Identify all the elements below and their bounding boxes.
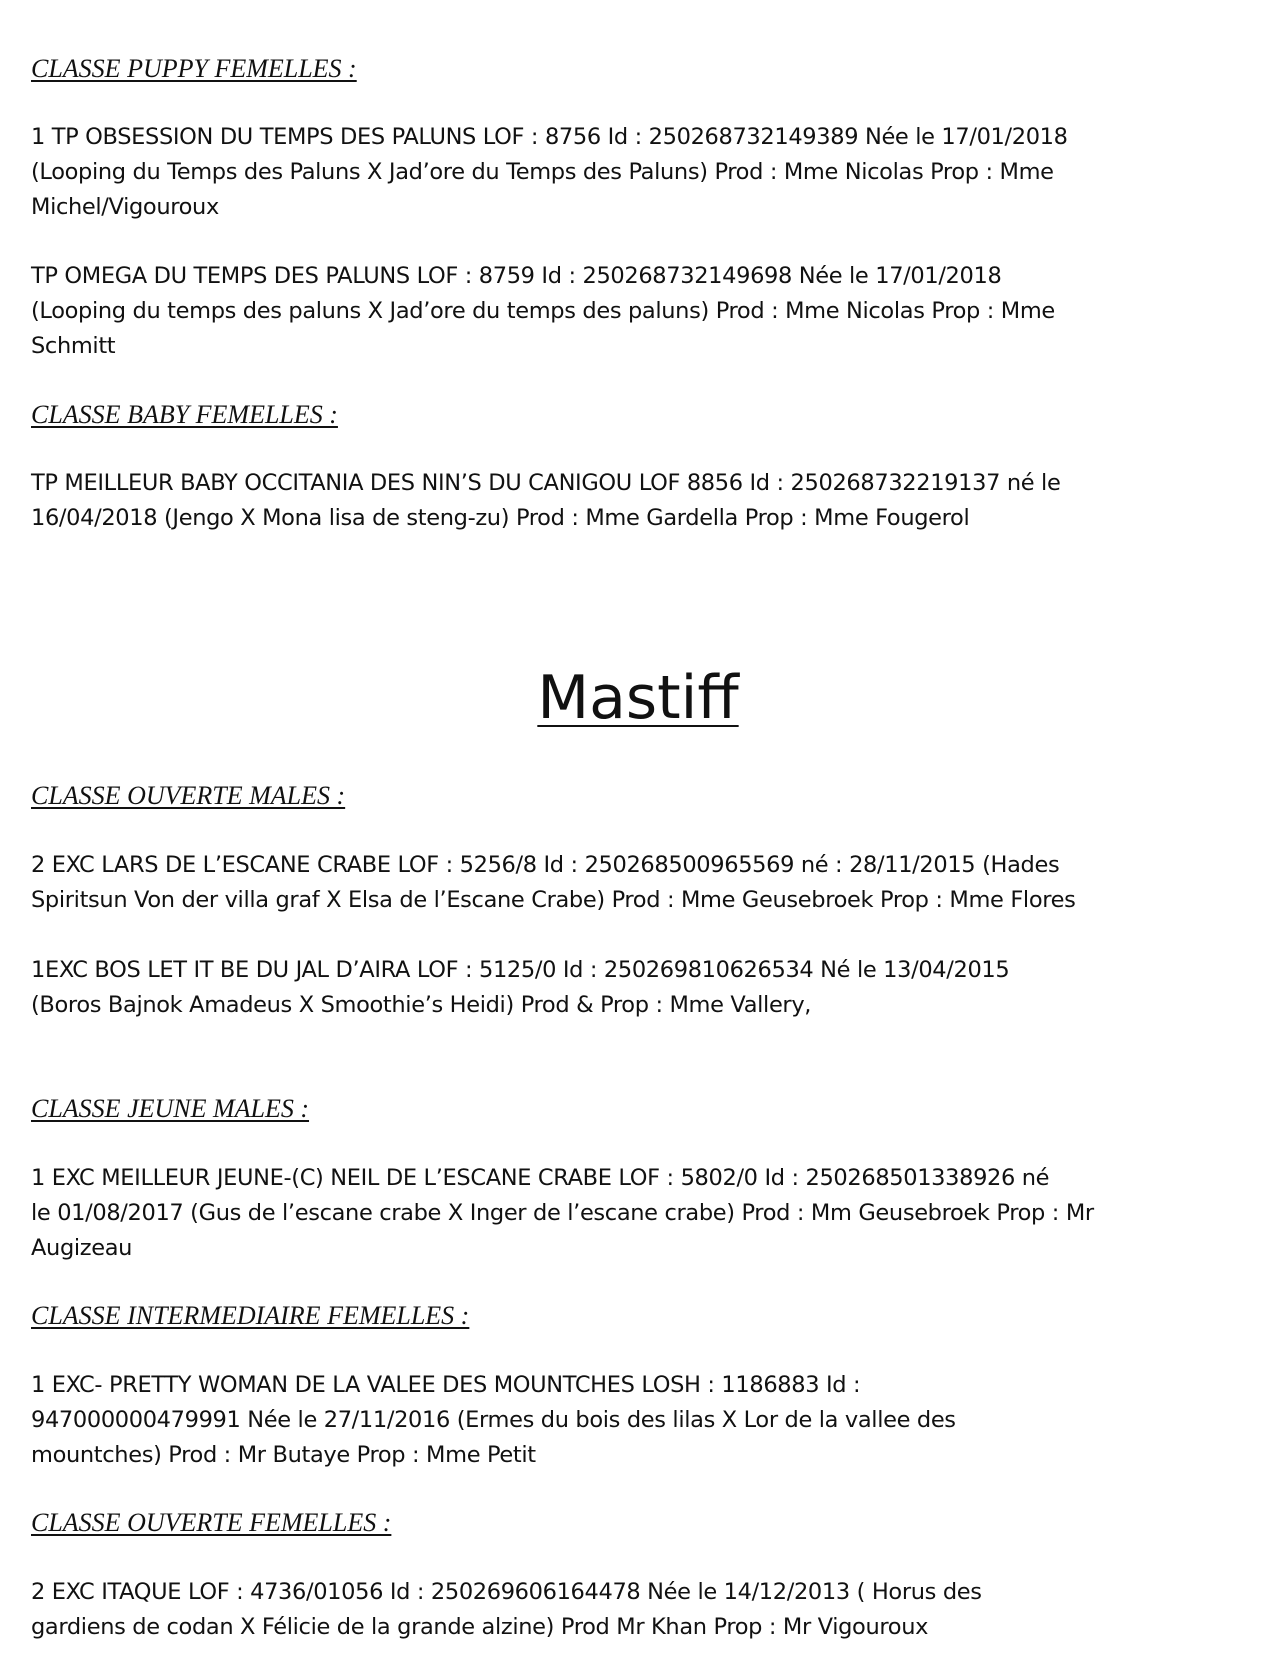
entry-line: (Boros Bajnok Amadeus X Smoothie’s Heidi) Prod & Prop : Mme Vallery, xyxy=(31,992,812,1018)
entry-line: 1 TP OBSESSION DU TEMPS DES PALUNS LOF : 8756 Id : 250268732149389 Née le 17/01/2018 xyxy=(31,124,1068,150)
entry-obsession xyxy=(31,120,1256,225)
entry-omega xyxy=(31,259,1256,364)
entry-lars xyxy=(31,848,1256,918)
entry-line: 1EXC BOS LET IT BE DU JAL D’AIRA LOF : 5125/0 Id : 250269810626534 Né le 13/04/2015 xyxy=(31,957,1010,983)
entry-pretty-woman xyxy=(31,1368,1256,1473)
entry-line: 2 EXC ITAQUE LOF : 4736/01056 Id : 250269606164478 Née le 14/12/2013 ( Horus des xyxy=(31,1579,982,1605)
entry-line: gardiens de codan X Félicie de la grande alzine) Prod Mr Khan Prop : Mr Vigouroux xyxy=(31,1614,929,1640)
entry-line: Spiritsun Von der villa graf X Elsa de l’Escane Crabe) Prod : Mme Geusebroek Prop : Mme Flores xyxy=(31,887,1076,913)
entry-line: Schmitt xyxy=(31,333,116,359)
section-heading-intermediaire-femelles: CLASSE INTERMEDIAIRE FEMELLES : xyxy=(31,1301,470,1330)
entry-line: le 01/08/2017 (Gus de l’escane crabe X Inger de l’escane crabe) Prod : Mm Geusebroek Prop : Mr xyxy=(31,1200,1094,1226)
section-heading-puppy-femelles: CLASSE PUPPY FEMELLES : xyxy=(31,54,357,83)
section-heading-baby-femelles: CLASSE BABY FEMELLES : xyxy=(31,400,338,429)
section-heading-ouverte-males: CLASSE OUVERTE MALES : xyxy=(31,781,346,810)
section-heading-ouverte-femelles: CLASSE OUVERTE FEMELLES : xyxy=(31,1508,392,1537)
entry-line: (Looping du Temps des Paluns X Jad’ore du Temps des Paluns) Prod : Mme Nicolas Prop : Mme xyxy=(31,159,1054,185)
entry-line: 1 EXC- PRETTY WOMAN DE LA VALEE DES MOUNTCHES LOSH : 1186883 Id : xyxy=(31,1372,861,1398)
entry-line: 1 EXC MEILLEUR JEUNE-(C) NEIL DE L’ESCANE CRABE LOF : 5802/0 Id : 250268501338926 né xyxy=(31,1165,1050,1191)
entry-line: TP OMEGA DU TEMPS DES PALUNS LOF : 8759 Id : 250268732149698 Née le 17/01/2018 xyxy=(31,263,1002,289)
entry-let-it-be xyxy=(31,953,1256,1023)
entry-line: (Looping du temps des paluns X Jad’ore du temps des paluns) Prod : Mme Nicolas Prop : Mme xyxy=(31,298,1055,324)
entry-neil xyxy=(31,1161,1256,1266)
entry-line: 2 EXC LARS DE L’ESCANE CRABE LOF : 5256/8 Id : 250268500965569 né : 28/11/2015 (Hades xyxy=(31,852,1060,878)
entry-line: Michel/Vigouroux xyxy=(31,194,219,220)
entry-line: 947000000479991 Née le 27/11/2016 (Ermes du bois des lilas X Lor de la vallee des xyxy=(31,1407,956,1433)
section-heading-jeune-males: CLASSE JEUNE MALES : xyxy=(31,1094,310,1123)
entry-line: mountches) Prod : Mr Butaye Prop : Mme Petit xyxy=(31,1442,536,1468)
entry-line: TP MEILLEUR BABY OCCITANIA DES NIN’S DU CANIGOU LOF 8856 Id : 250268732219137 né le xyxy=(31,470,1061,496)
entry-itaque xyxy=(31,1575,1256,1645)
entry-line: Augizeau xyxy=(31,1235,133,1261)
breed-title: Mastiff xyxy=(537,663,739,733)
entry-occitania xyxy=(31,466,1256,536)
entry-line: 16/04/2018 (Jengo X Mona lisa de steng-zu) Prod : Mme Gardella Prop : Mme Fougerol xyxy=(31,505,970,531)
